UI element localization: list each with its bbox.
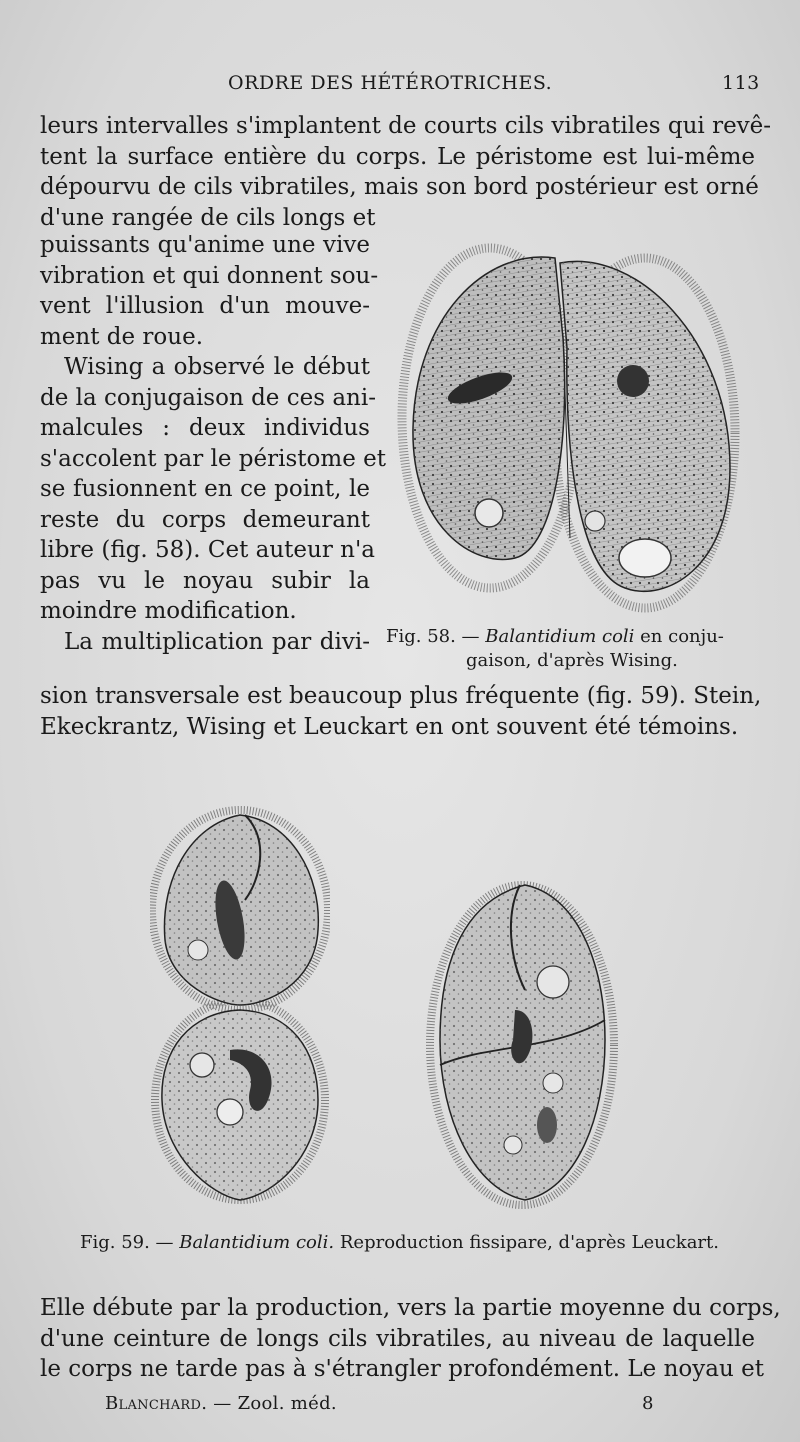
lower-nucleus [537, 1107, 557, 1143]
text-line: vent l'illusion d'un mouve- [40, 293, 370, 319]
text-line: le corps ne tarde pas à s'étrangler profondément. Le noyau et [40, 1356, 764, 1382]
text-line: tent la surface entière du corps. Le péristome est lui-même [40, 143, 755, 170]
text-line: dépourvu de cils vibratiles, mais son bord postérieur est orné [40, 174, 759, 200]
footer-separator: — [207, 1393, 238, 1414]
text-line: sion transversale est beaucoup plus fréquente (fig. 59). Stein, [40, 683, 762, 709]
footer-signature: 8 [642, 1393, 654, 1414]
text-line: pas vu le noyau subir la [40, 567, 370, 594]
footer-author-work [105, 1393, 337, 1414]
figure-59-right-illustration [425, 870, 620, 1210]
figure-58-caption-rest: en conju- [634, 626, 724, 647]
left-vacuole [475, 499, 503, 527]
lower-vacuole-1 [190, 1053, 214, 1077]
text-line: vibration et qui donnent sou- [40, 262, 379, 289]
right-vacuole-large [619, 539, 671, 577]
text-line: s'accolent par le péristome et [40, 445, 386, 472]
footer-author: Blanchard. [105, 1393, 208, 1414]
text-line: moindre modification. [40, 598, 297, 624]
vacuole-top [537, 966, 569, 998]
running-header [0, 68, 800, 98]
text-line: se fusionnent en ce point, le [40, 476, 370, 502]
figure-59-caption-prefix: Fig. 59. — [80, 1232, 180, 1253]
figure-58-illustration [395, 238, 745, 618]
text-line: ment de roue. [40, 323, 204, 350]
figure-59-caption-rest: Reproduction fissipare, d'après Leuckart. [334, 1232, 719, 1253]
text-line: libre (fig. 58). Cet auteur n'a [40, 537, 375, 563]
figure-58-caption-species: Balantidium coli [485, 626, 635, 647]
text-line: d'une ceinture de longs cils vibratiles, au niveau de laquelle [40, 1325, 755, 1352]
figure-59-caption-species: Balantidium coli. [179, 1232, 335, 1253]
paragraph-1 [40, 111, 772, 233]
text-line: Ekeckrantz, Wising et Leuckart en ont souvent été témoins. [40, 713, 739, 740]
paragraph-4 [40, 1293, 781, 1385]
right-vacuole-small [585, 511, 605, 531]
figure-58-caption [386, 625, 756, 673]
text-line: d'une rangée de cils longs et [40, 204, 376, 231]
text-line: malcules : deux individus [40, 415, 370, 441]
text-line: reste du corps demeurant [40, 506, 370, 533]
paragraph-3 [40, 681, 762, 742]
text-line: puissants qu'anime une vive [40, 232, 370, 258]
text-line: de la conjugaison de ces ani- [40, 384, 376, 411]
running-title: ORDRE DES HÉTÉROTRICHES. [228, 72, 553, 94]
upper-vacuole [188, 940, 208, 960]
footer-work: Zool. méd. [237, 1393, 337, 1414]
figure-58-caption-line2: gaison, d'après Wising. [466, 650, 678, 671]
vacuole-middle [543, 1073, 563, 1093]
text-line: Wising a observé le début [64, 354, 370, 380]
paragraph-2 [40, 230, 386, 657]
text-line: leurs intervalles s'implantent de courts cils vibratiles qui revê- [40, 113, 772, 139]
right-macronucleus [617, 365, 649, 397]
vacuole-bottom [504, 1136, 522, 1154]
page-number: 113 [722, 72, 760, 94]
figure-59-caption [80, 1232, 760, 1253]
figure-59-left-illustration [150, 800, 330, 1210]
page-footer [0, 1393, 800, 1419]
text-line: La multiplication par divi- [64, 628, 370, 655]
lower-vacuole-2 [217, 1099, 243, 1125]
figure-58-caption-prefix: Fig. 58. — [386, 626, 480, 647]
text-line: Elle débute par la production, vers la partie moyenne du corps, [40, 1295, 781, 1321]
